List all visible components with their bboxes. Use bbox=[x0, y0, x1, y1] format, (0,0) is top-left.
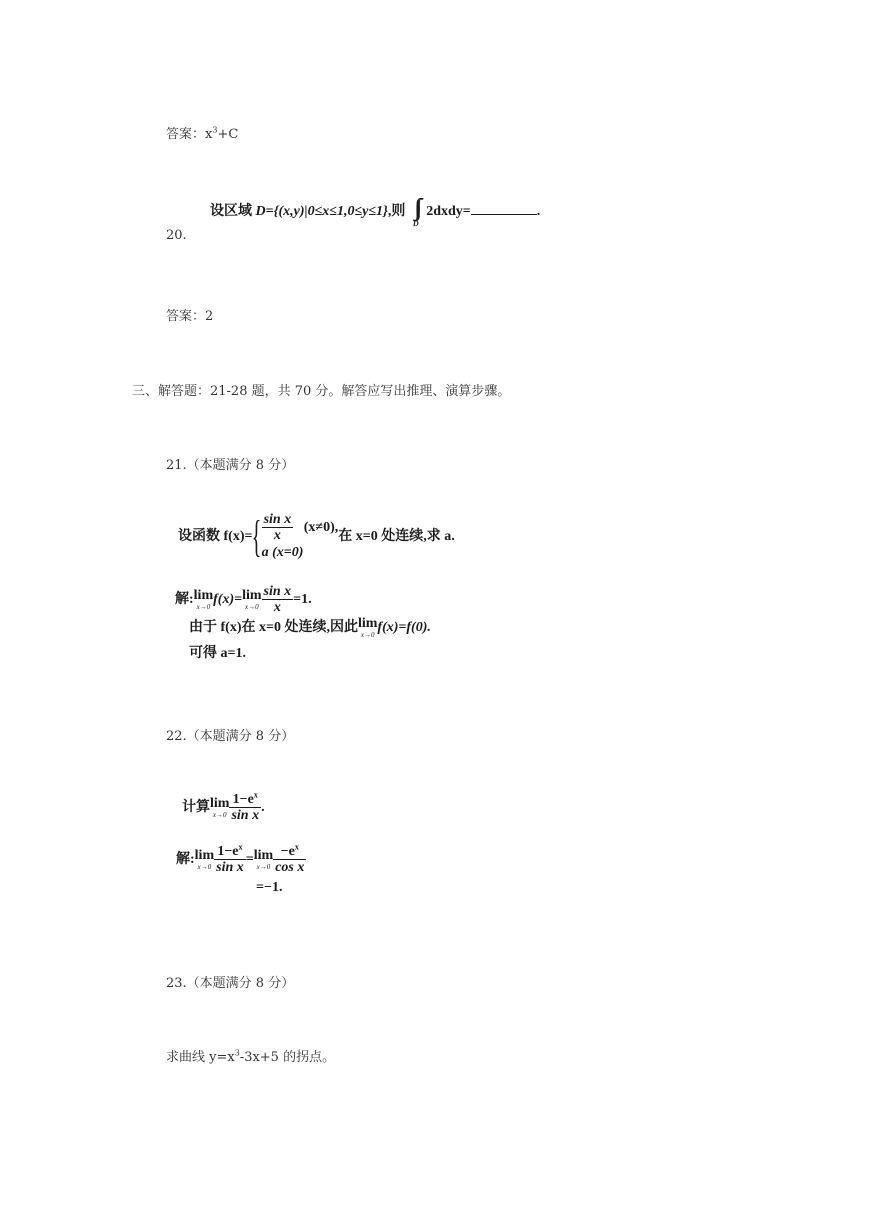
question-22-solution-line-2: =−1. bbox=[256, 880, 283, 895]
answer-blank bbox=[471, 202, 537, 215]
answer-20: 答案：2 bbox=[166, 309, 214, 324]
section-heading: 三、解答题：21-28 题，共 70 分。解答应写出推理、演算步骤。 bbox=[132, 384, 511, 399]
question-21-solution-line-3: 可得 a=1. bbox=[189, 646, 246, 661]
question-21-header: 21.（本题满分 8 分） bbox=[166, 458, 295, 473]
question-22-header: 22.（本题满分 8 分） bbox=[166, 729, 295, 744]
double-integral: D bbox=[412, 219, 419, 228]
question-22-solution-line-1: 解: lim x→0 $\frac{1-e^x}{\text{sin x}}$ = lim x→0 $\frac{-e^x}{\text{cos x}}$ bbox=[176, 842, 305, 876]
question-20-number: 20. bbox=[166, 228, 187, 243]
question-22-statement: 计算 lim x→0 $\frac{1-e^x}{\text{sin x}}$ . bbox=[182, 790, 265, 824]
question-23-statement: 求曲线 $y=x^3-3x+5$ 的拐点。 bbox=[166, 1048, 336, 1065]
answer-19: 答案：$x^3+C$ bbox=[166, 125, 239, 142]
question-23-header: 23.（本题满分 8 分） bbox=[166, 976, 295, 991]
question-21-solution-line-2: 由于 f(x)在 x=0 处连续,因此 lim x→0 f(x)=f(0). bbox=[189, 615, 431, 639]
question-20-statement: 设区域 D={(x,y)|0≤x≤1,0≤y≤1},则 D 2dxdy= . bbox=[210, 196, 540, 228]
question-21-statement: 设函数 f(x)={ $\frac{\text{sin x}}{x}$ (x≠0), a (x=0) 在 x=0 处连续,求 a. bbox=[178, 511, 455, 561]
question-21-solution-line-1: 解: lim x→0 f(x)= lim x→0 $\frac{\text{sin x}}{x}$ =1. bbox=[175, 584, 312, 616]
